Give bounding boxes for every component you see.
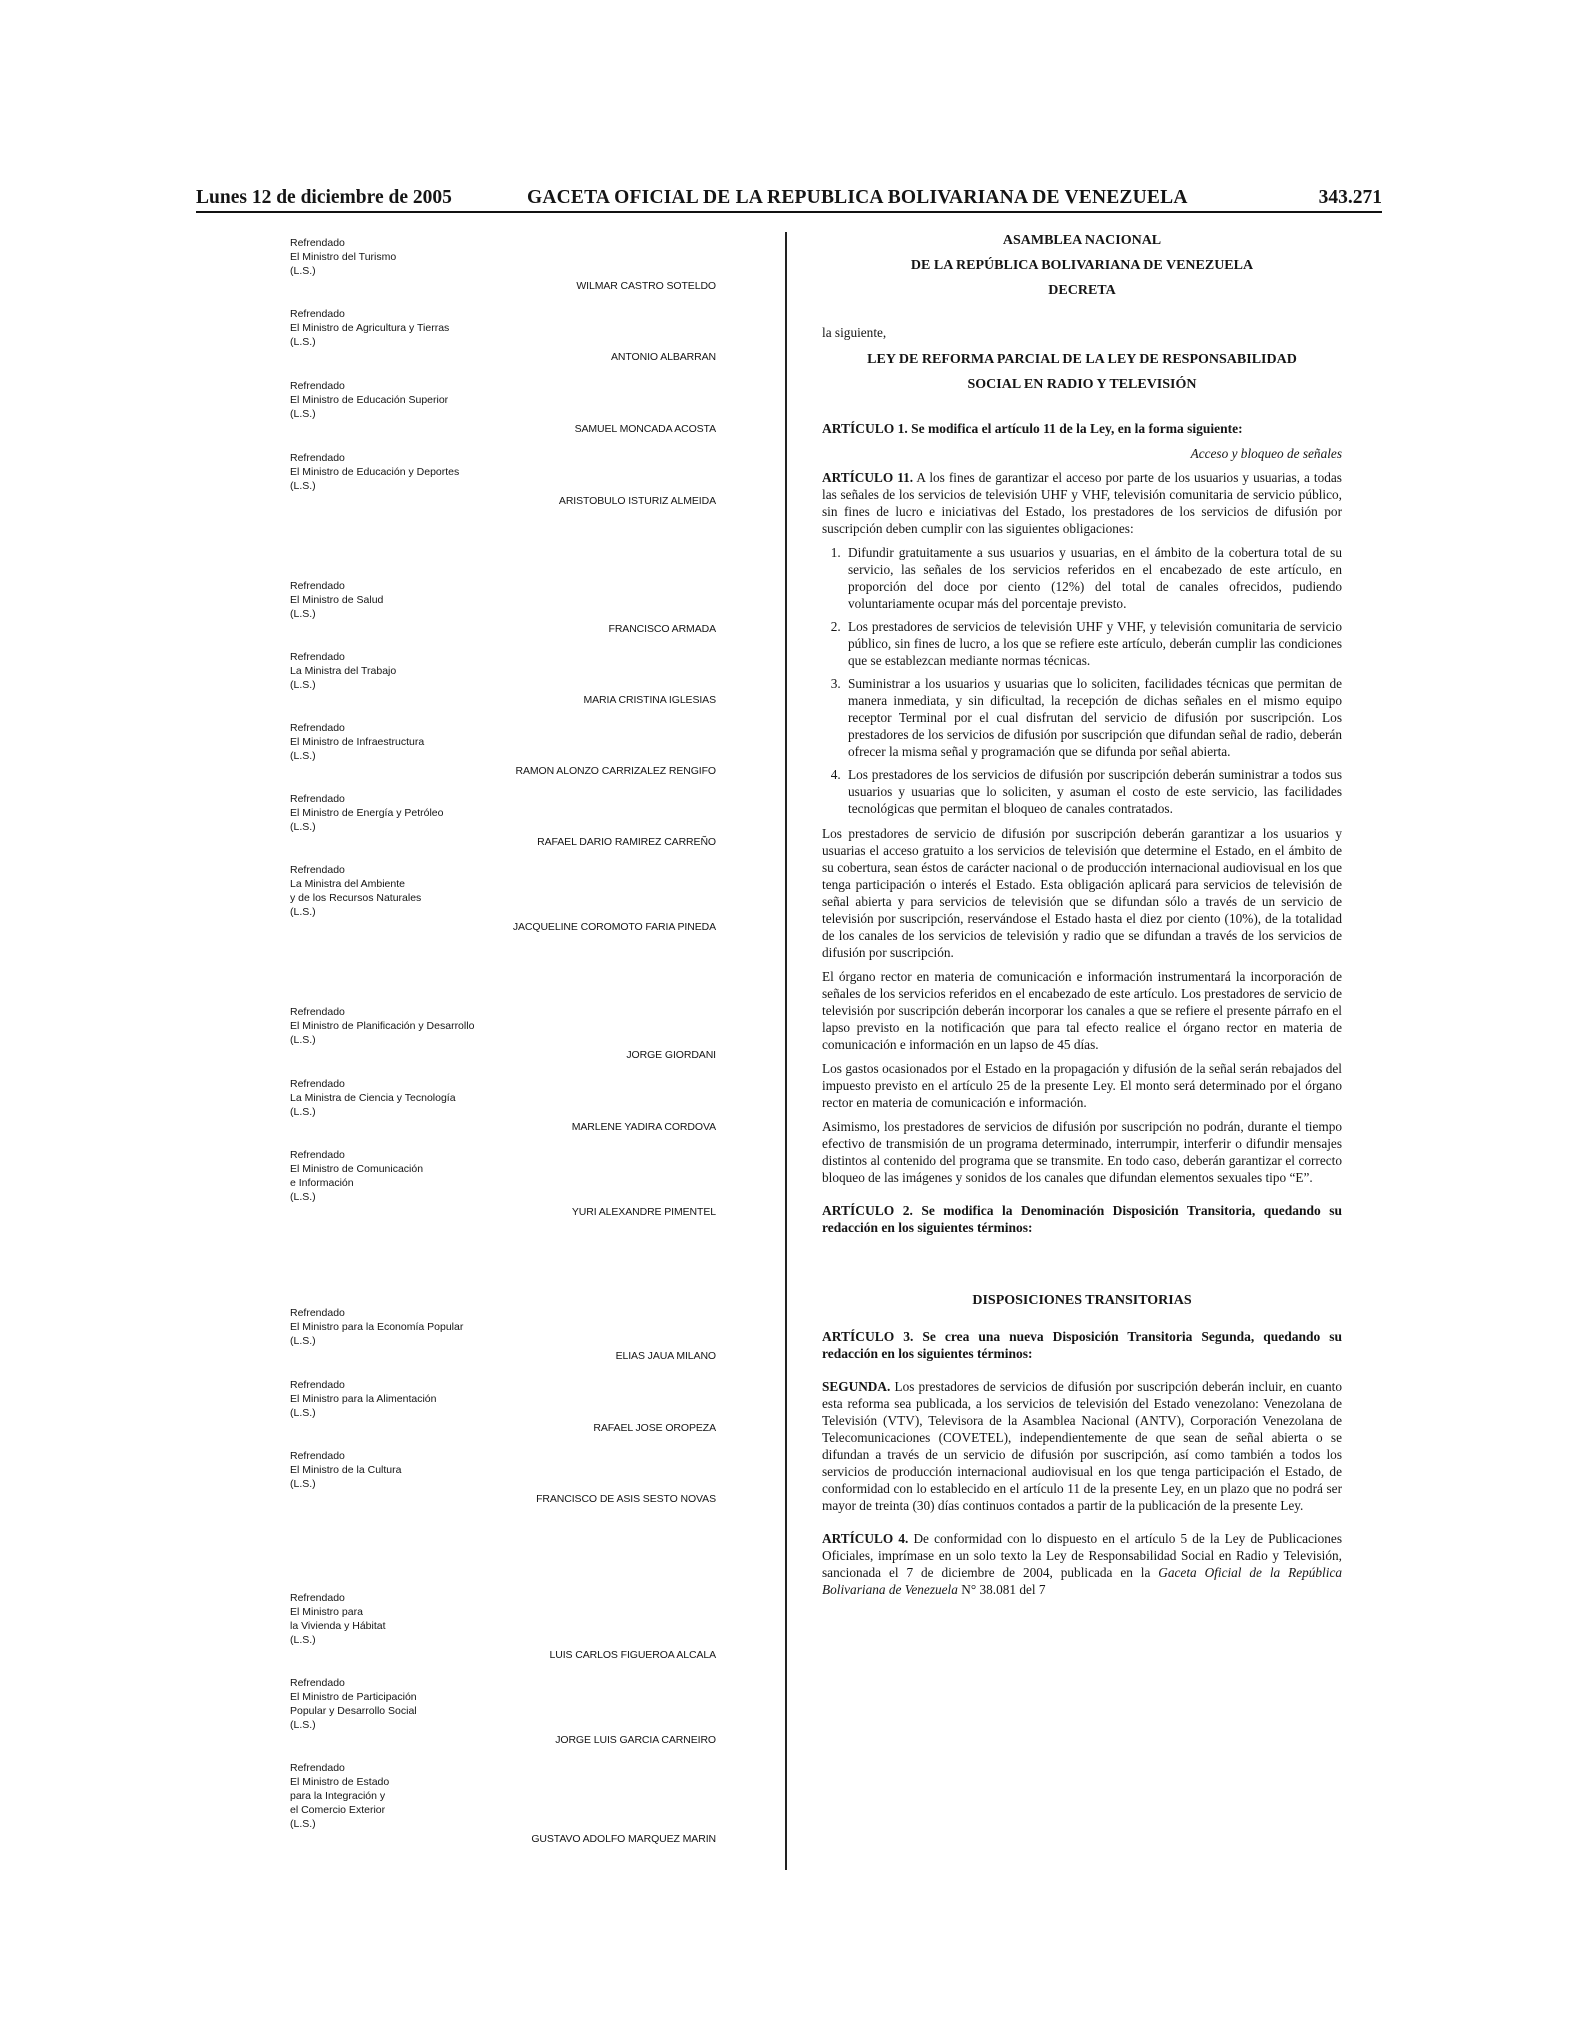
minister-title: El Ministro del Turismo: [290, 251, 397, 263]
signature-block: [290, 379, 716, 435]
article-11-subtitle: Acceso y bloqueo de señales: [1190, 446, 1342, 461]
ls-seal: (L.S.): [290, 265, 316, 277]
minister-title: La Ministra de Ciencia y Tecnología: [290, 1092, 456, 1104]
signatory-name: JORGE LUIS GARCIA CARNEIRO: [555, 1734, 716, 1746]
segunda-paragraph: [822, 1378, 1342, 1514]
signatory-name: JORGE GIORDANI: [626, 1049, 716, 1061]
refrendado-label: Refrendado: [290, 1762, 345, 1774]
signature-block: [290, 1005, 716, 1061]
minister-title: El Ministro de Participación Popular y Desarrollo Social: [290, 1691, 417, 1717]
refrendado-label: Refrendado: [290, 1379, 345, 1391]
signatory-name: YURI ALEXANDRE PIMENTEL: [571, 1206, 716, 1218]
signatory-name: JACQUELINE COROMOTO FARIA PINEDA: [512, 921, 716, 933]
gazette-name: Gaceta Oficial de la República Bolivariana de Venezuela: [822, 1565, 1342, 1597]
signatory-name: RAFAEL DARIO RAMIREZ CARREÑO: [537, 836, 716, 848]
ls-seal: (L.S.): [290, 336, 316, 348]
signature-block: [290, 451, 716, 507]
refrendado-label: Refrendado: [290, 722, 345, 734]
ls-seal: (L.S.): [290, 1719, 316, 1731]
segunda-lead: SEGUNDA.: [822, 1379, 891, 1394]
signature-block: [290, 1306, 716, 1362]
article-4-paragraph: [822, 1530, 1342, 1598]
signatory-name: GUSTAVO ADOLFO MARQUEZ MARIN: [531, 1833, 716, 1845]
ls-seal: (L.S.): [290, 1407, 316, 1419]
header-date: Lunes 12 de diciembre de 2005: [196, 187, 452, 208]
ls-seal: (L.S.): [290, 906, 316, 918]
signature-block: [290, 1148, 716, 1218]
minister-title: El Ministro de Estado para la Integración y el Comercio Exterior: [290, 1776, 390, 1816]
ls-seal: (L.S.): [290, 1191, 316, 1203]
minister-title: El Ministro de la Cultura: [290, 1464, 402, 1476]
refrendado-label: Refrendado: [290, 1006, 345, 1018]
list-item: 1. Difundir gratuitamente a sus usuarios y usuarias, en el ámbito de la cobertura total de su servicio, las señales de los servicios referidos en el encabezado de este artículo, en proporción del doce por ciento (12%) del total de canales ofrecidos, pudiendo voluntariamente ocupar más del porcentaje previsto.: [844, 544, 1342, 612]
signatory-name: SAMUEL MONCADA ACOSTA: [574, 423, 716, 435]
ls-seal: (L.S.): [290, 1034, 316, 1046]
minister-title: El Ministro de Educación y Deportes: [290, 466, 460, 478]
decreta-heading: DECRETA: [1048, 283, 1116, 298]
ls-seal: (L.S.): [290, 608, 316, 620]
signatory-name: FRANCISCO DE ASIS SESTO NOVAS: [536, 1493, 716, 1505]
signature-block: [290, 863, 716, 933]
ls-seal: (L.S.): [290, 1634, 316, 1646]
signature-block: [290, 1761, 716, 1845]
signature-block: [290, 1591, 716, 1661]
signature-block: [290, 650, 716, 706]
signatory-name: WILMAR CASTRO SOTELDO: [576, 280, 716, 292]
signatory-name: LUIS CARLOS FIGUEROA ALCALA: [549, 1649, 716, 1661]
list-item: 3. Suministrar a los usuarios y usuarias que lo soliciten, facilidades técnicas que permitan de manera inmediata, y sin dificultad, la recepción de dichas señales en el mismo equipo receptor Terminal por el cual disfrutan del servicio de difusión por suscripción. Los prestadores de los servicios de difusión por suscripción que difundan señal de radio, deberán ofrecer la misma señal y programación que se difunda por señal abierta.: [844, 675, 1342, 760]
signature-block: [290, 1378, 716, 1434]
minister-title: El Ministro de Agricultura y Tierras: [290, 322, 450, 334]
refrendado-label: Refrendado: [290, 380, 345, 392]
page-header: [196, 187, 1382, 213]
minister-title: La Ministra del Trabajo: [290, 665, 397, 677]
signatory-name: FRANCISCO ARMADA: [608, 623, 716, 635]
signature-block: [290, 307, 716, 363]
refrendado-label: Refrendado: [290, 1592, 345, 1604]
signature-block: [290, 236, 716, 292]
ls-seal: (L.S.): [290, 408, 316, 420]
refrendado-label: Refrendado: [290, 1149, 345, 1161]
ls-seal: (L.S.): [290, 1478, 316, 1490]
article-1-heading: ARTÍCULO 1. Se modifica el artículo 11 de la Ley, en la forma siguiente:: [822, 421, 1243, 436]
paragraph-free-access: Los prestadores de servicio de difusión por suscripción deberán garantizar a los usuarios y usuarias el acceso gratuito a los servicios de televisión que determine el Estado, en el ámbito de su cobertura, sean éstos de carácter nacional o de producción internacional audiovisual en los que tenga participación o interés el Estado. Esta obligación aplicará para servicios de televisión de señal abierta y para servicios de televisión que se difundan sólo a través de un servicio de televisión por suscripción, reservándose el Estado hasta el diez por ciento (10%), de la totalidad de los canales de los servicios de televisión y radio que se difundan a través de los servicios de difusión por suscripción.: [822, 826, 1342, 960]
republic-heading: DE LA REPÚBLICA BOLIVARIANA DE VENEZUELA: [910, 258, 1254, 273]
signature-block: [290, 792, 716, 848]
minister-title: El Ministro para la Alimentación: [290, 1393, 437, 1405]
header-title: GACETA OFICIAL DE LA REPUBLICA BOLIVARIANA DE VENEZUELA: [527, 187, 1188, 208]
signatory-name: MARIA CRISTINA IGLESIAS: [583, 694, 716, 706]
minister-title: La Ministra del Ambiente y de los Recursos Naturales: [290, 878, 422, 904]
decree-intro: la siguiente,: [822, 325, 887, 340]
minister-title: El Ministro de Comunicación e Información: [290, 1163, 424, 1189]
minister-title: El Ministro de Salud: [290, 594, 384, 606]
minister-title: El Ministro de Educación Superior: [290, 394, 449, 406]
article-2-heading: ARTÍCULO 2. Se modifica la Denominación Disposición Transitoria, quedando su redacción en los siguientes términos:: [822, 1203, 1342, 1235]
header-page-number: 343.271: [1318, 187, 1382, 208]
refrendado-label: Refrendado: [290, 1450, 345, 1462]
decree-column: [822, 232, 1342, 1605]
minister-title: El Ministro de Infraestructura: [290, 736, 425, 748]
law-title-line-2: SOCIAL EN RADIO Y TELEVISIÓN: [967, 377, 1197, 392]
ls-seal: (L.S.): [290, 1818, 316, 1830]
refrendado-label: Refrendado: [290, 793, 345, 805]
minister-title: El Ministro de Planificación y Desarrollo: [290, 1020, 475, 1032]
refrendado-label: Refrendado: [290, 1307, 345, 1319]
signatory-name: RAMON ALONZO CARRIZALEZ RENGIFO: [515, 765, 716, 777]
minister-title: El Ministro para la Vivienda y Hábitat: [290, 1606, 386, 1632]
refrendado-label: Refrendado: [290, 580, 345, 592]
paragraph-interruption: Asimismo, los prestadores de servicios de difusión por suscripción no podrán, durante el tiempo efectivo de transmisión de un programa determinado, interrumpir, interferir o difundir mensajes distintos al contenido del programa que se transmite. En todo caso, deberán garantizar el correcto bloqueo de las imágenes y sonidos de los canales que difundan elementos sexuales tipo “E”.: [822, 1119, 1342, 1185]
minister-title: El Ministro de Energía y Petróleo: [290, 807, 444, 819]
refrendado-label: Refrendado: [290, 237, 345, 249]
article-11-lead: ARTÍCULO 11.: [822, 470, 914, 485]
list-item: 4. Los prestadores de los servicios de difusión por suscripción deberán suministrar a todos sus usuarios y usuarias que lo soliciten, y asuman el costo de este servicio, las facilidades tecnológicas que permitan el bloqueo de canales contratados.: [844, 766, 1342, 817]
article-11-paragraph: [822, 469, 1342, 537]
article-4-end: N° 38.081 del 7: [957, 1582, 1046, 1597]
signature-block: [290, 1077, 716, 1133]
list-item: 2. Los prestadores de servicios de televisión UHF y VHF, y televisión comunitaria de servicio público, sin fines de lucro, a los que se refiere este artículo, deberán cumplir las condiciones que se establezcan mediante normas técnicas.: [844, 618, 1342, 669]
signatory-name: ANTONIO ALBARRAN: [611, 351, 716, 363]
signature-block: [290, 579, 716, 635]
assembly-heading: ASAMBLEA NACIONAL: [1002, 233, 1162, 248]
signature-block: [290, 1449, 716, 1505]
refrendado-label: Refrendado: [290, 1078, 345, 1090]
refrendado-label: Refrendado: [290, 651, 345, 663]
signature-block: [290, 1676, 716, 1746]
article-4-lead: ARTÍCULO 4.: [822, 1531, 909, 1546]
article-3-heading: ARTÍCULO 3. Se crea una nueva Disposición Transitoria Segunda, quedando su redacción en los siguientes términos:: [822, 1329, 1342, 1361]
minister-title: El Ministro para la Economía Popular: [290, 1321, 464, 1333]
transitory-provisions-title: DISPOSICIONES TRANSITORIAS: [972, 1293, 1192, 1308]
signatory-name: ARISTOBULO ISTURIZ ALMEIDA: [558, 495, 716, 507]
ls-seal: (L.S.): [290, 480, 316, 492]
column-divider: [785, 232, 787, 1870]
ls-seal: (L.S.): [290, 821, 316, 833]
refrendado-label: Refrendado: [290, 308, 345, 320]
paragraph-governing-body: El órgano rector en materia de comunicación e información instrumentará la incorporación de señales de los servicios referidos en el encabezado de este artículo. Los prestadores de servicio de televisión por suscripción deberán incorporar los canales a que se refiere el presente párrafo en el lapso previsto en la notificación que para tal efecto realice el órgano rector en materia de comunicación e información en un lapso de 45 días.: [822, 969, 1342, 1052]
law-title-line-1: LEY DE REFORMA PARCIAL DE LA LEY DE RESPONSABILIDAD: [867, 352, 1297, 367]
segunda-text: Los prestadores de servicios de difusión por suscripción deberán incluir, en cuanto esta reforma sea publicada, a los servicios de televisión del Estado venezolano: Venezolana de Televisión (VTV), Televisora de la Asamblea Nacional (ANTV), Corporación Venezolana de Telecomunicaciones (COVETEL), independientemente de que sean de señal abierta o se difundan a través de un servicio de difusión por suscripción, así como también a todos los servicios de producción internacional audiovisual en los que tenga participación el Estado, de conformidad con lo establecido en el artículo 11 de la presente Ley, en un plazo que no podrá ser mayor de treinta (30) días continuos contados a partir de la publicación de la presente Ley.: [822, 1379, 1342, 1513]
ls-seal: (L.S.): [290, 750, 316, 762]
signatory-name: ELIAS JAUA MILANO: [615, 1350, 716, 1362]
signatory-name: RAFAEL JOSE OROPEZA: [593, 1422, 716, 1434]
refrendado-label: Refrendado: [290, 864, 345, 876]
refrendado-label: Refrendado: [290, 452, 345, 464]
ls-seal: (L.S.): [290, 679, 316, 691]
article-4-text: De conformidad con lo dispuesto en el artículo 5 de la Ley de Publicaciones Oficiales, imprímase en un solo texto la Ley de Responsabilidad Social en Radio y Televisión, sancionada el 7 de diciembre de 2004, publicada en la: [822, 1531, 1343, 1580]
ls-seal: (L.S.): [290, 1335, 316, 1347]
refrendado-label: Refrendado: [290, 1677, 345, 1689]
signature-block: [290, 721, 716, 777]
ls-seal: (L.S.): [290, 1106, 316, 1118]
paragraph-expenses: Los gastos ocasionados por el Estado en la propagación y difusión de la señal serán rebajados del impuesto previsto en el artículo 25 de la presente Ley. El monto será determinado por el órgano rector en materia de comunicación e información.: [822, 1061, 1342, 1110]
obligations-list: [822, 544, 1342, 817]
article-11-text: A los fines de garantizar el acceso por parte de los usuarios y usuarias, a todas las señales de los servicios de televisión UHF y VHF, televisión comunitaria de servicio público, sin fines de lucro e iniciativas del Estado, los prestadores de los servicios de difusión por suscripción deben cumplir con las siguientes obligaciones:: [822, 470, 1342, 536]
signatory-name: MARLENE YADIRA CORDOVA: [571, 1121, 716, 1133]
